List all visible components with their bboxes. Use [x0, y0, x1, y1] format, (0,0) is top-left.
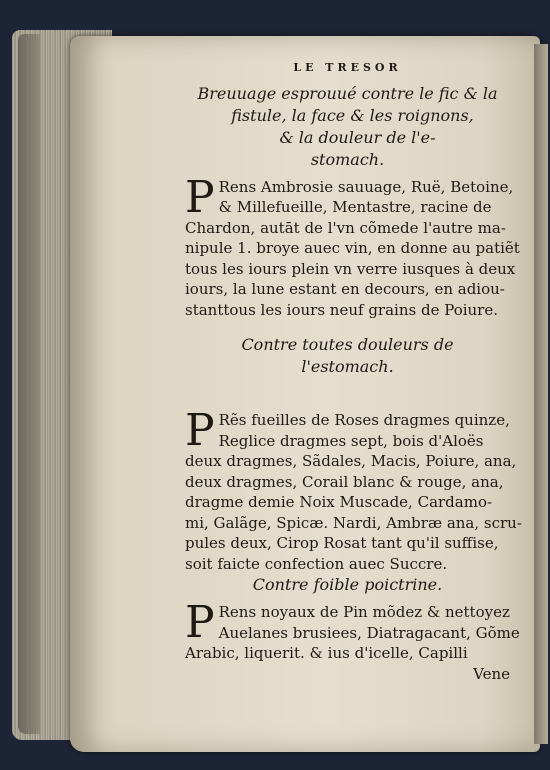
facing-page-edge: [534, 44, 548, 744]
section-heading: Contre toutes douleurs de l'estomach.: [241, 335, 454, 376]
section-heading: Contre foible poictrine.: [252, 575, 443, 594]
drop-cap: P: [185, 171, 215, 223]
section-paragraph: P Rens noyaux de Pin mõdez & nettoyez Auelanes brusiees, Diatragacant, Gõme Arabic, liquerit. & ius d'icelle, Capilli Vene: [185, 597, 520, 683]
drop-cap: P: [185, 597, 215, 648]
section-heading: Breuuage esprouué contre le fic & la fistule, la face & les roignons, & la douleur de l'e- stomach.: [197, 83, 498, 169]
section-paragraph: P Rẽs fueilles de Roses dragmes quinze, Reglice dragmes sept, bois d'Aloës deux dragmes, Sãdales, Macis, Poiure, ana, deux dragmes, Corail blanc & rouge, ana, dragme demie Noix Muscade, Cardamo- mi, Galãge, Spicæ. Nardi, Ambræ ana, scru- pules deux, Cirop Rosat tant qu'il suffise, soit faicte confection auec Succre.: [185, 405, 522, 573]
drop-cap: P: [185, 405, 215, 456]
running-head: LE TRESOR: [293, 61, 402, 74]
section-3: [185, 574, 520, 684]
book-spine: [18, 34, 40, 734]
section-paragraph: P Rens Ambrosie sauuage, Ruë, Betoine, & Millefueille, Mentastre, racine de Chardon, autāt de l'vn cõmede l'autre ma- nipule 1. broye auec vin, en donne au patiẽt tous les iours plein vn verre iusques à deux iours, la lune estant en decours, en adiou- stanttous les iours neuf grains de Poiure.: [185, 171, 520, 319]
page-text: [185, 58, 522, 684]
section-2: [185, 334, 522, 574]
section-1: [185, 83, 520, 321]
